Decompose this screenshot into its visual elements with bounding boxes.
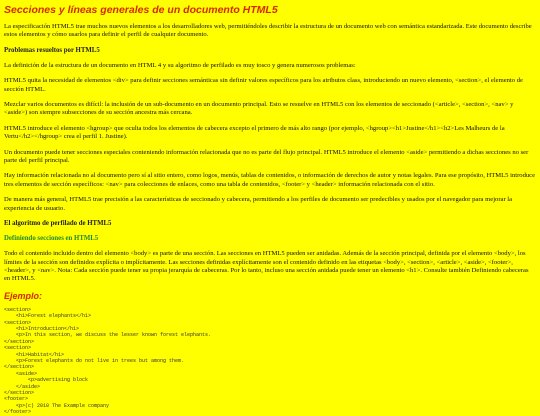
code-line: </section> (4, 390, 35, 396)
paragraph-defining-sections: Todo el contenido incluido dentro del elemento <body> es parte de una sección. Las secciones en HTML5 pueden ser anidadas. Además de la sección principal, definida por el elemento <body>, los límites de la sección son definidos explícita o implícitamente. Las secciones definidas explícitamente son el contenido definido en las etiquetas <body>, <section>, <article>, <aside>, <footer>, <header>, y <nav>. Nota: Cada sección puede tener su propia jerarquía de cabeceras. Por lo tanto, incluso una sección anidada puede tener un elemento <h1>. Consulte también Definiendo cabeceras en HTML5. (4, 250, 529, 283)
code-line: </section> (4, 338, 35, 345)
paragraph-precision: De manera más general, HTML5 trae precisión a las características de seccionado y cabecera, permitiendo a los perfiles de documento ser predecibles y usados por el navegador para mejorar la experiencia de usuario. (4, 196, 513, 212)
code-line: <section> (4, 345, 32, 352)
page-title: Secciones y líneas generales de un documento HTML5 (4, 4, 278, 16)
paragraph-section-element: HTML5 quita la necesidad de elementos <div> para definir secciones semánticas sin definir valores específicos para los atributos class, introduciendo un nuevo elemento, <section>, el elemento de sección HTML. (4, 77, 523, 93)
code-line: <p>In this section, we discuss the lesser known forest elephants. (4, 332, 212, 339)
paragraph-aside: Un documento puede tener secciones especiales conteniendo información relacionada que no es parte del flujo principal. HTML5 introduce el elemento <aside> permitiendo a dichas secciones no ser parte del perfil principal. (4, 148, 529, 165)
example-title: Ejemplo: (4, 290, 43, 301)
problems-heading: Problemas resueltos por HTML5 (4, 46, 100, 54)
code-line: <aside> (4, 370, 38, 377)
code-example (4, 307, 536, 416)
paragraph-merging-documents: Mezclar varios documentos es difícil: la inclusión de un sub-documento en un documento principal. Esto se resuelve en HTML5 con los elementos de seccionado (<article>, <section>, <nav> y <aside>) son siempre subsecciones de su sección ancestra más cercana. (4, 101, 514, 117)
code-line: </aside> (4, 383, 41, 390)
intro-paragraph: La especificación HTML5 trae muchos nuevos elementos a los desarrolladores web, permitiéndoles describir la estructura de un documento web con semántica estandarizada. Este documento describe estos elementos y cómo usarlos para definir el perfil de cualquier documento. (4, 23, 532, 39)
code-line: <section> (4, 319, 32, 326)
paragraph-hgroup: HTML5 introduce el elemento <hgroup> que oculta todos los elementos de cabecera excepto el primero de más alto rango (por ejemplo, <hgroup><h1>Justine</h1><h2>Les Malheurs de la Vertu</h2></hgroup> crea el perfil 1. Justine). (4, 124, 505, 141)
code-line: <h1>Introduction</h1> (4, 325, 80, 332)
code-line: <p>(c) 2010 The Example company (4, 402, 110, 409)
code-line: <footer> (4, 396, 29, 403)
code-line: <h1>Habitat</h1> (4, 351, 65, 358)
paragraph-html4-outline: La definición de la estructura de un documento en HTML 4 y su algoritmo de perfilado es muy tosco y genera numerosos problemas: (4, 61, 356, 69)
algorithm-heading: El algoritmo de perfilado de HTML5 (4, 220, 112, 228)
code-line: <h1>Forest elephants</h1> (4, 313, 92, 320)
code-line: </footer> (4, 409, 32, 416)
code-line: </section> (4, 364, 35, 371)
code-line: <p>Forest elephants do not live in trees but among them. (4, 357, 185, 364)
paragraph-nav-footer-header: Hay información relacionada no al documento pero sí al sitio entero, como logos, menús, tablas de contenidos, o información de derechos de autor y notas legales. Para ese propósito, HTML5 introduce tres elementos de sección específicos: <nav> para colecciones de enlaces, como una tabla de contenidos, <footer> y <header> información relacionada con el sitio. (4, 172, 536, 188)
code-line: <section> (4, 306, 32, 313)
code-line: <p>advertising block (4, 377, 89, 384)
defining-sections-heading: Definiendo secciones en HTML5 (4, 235, 99, 243)
